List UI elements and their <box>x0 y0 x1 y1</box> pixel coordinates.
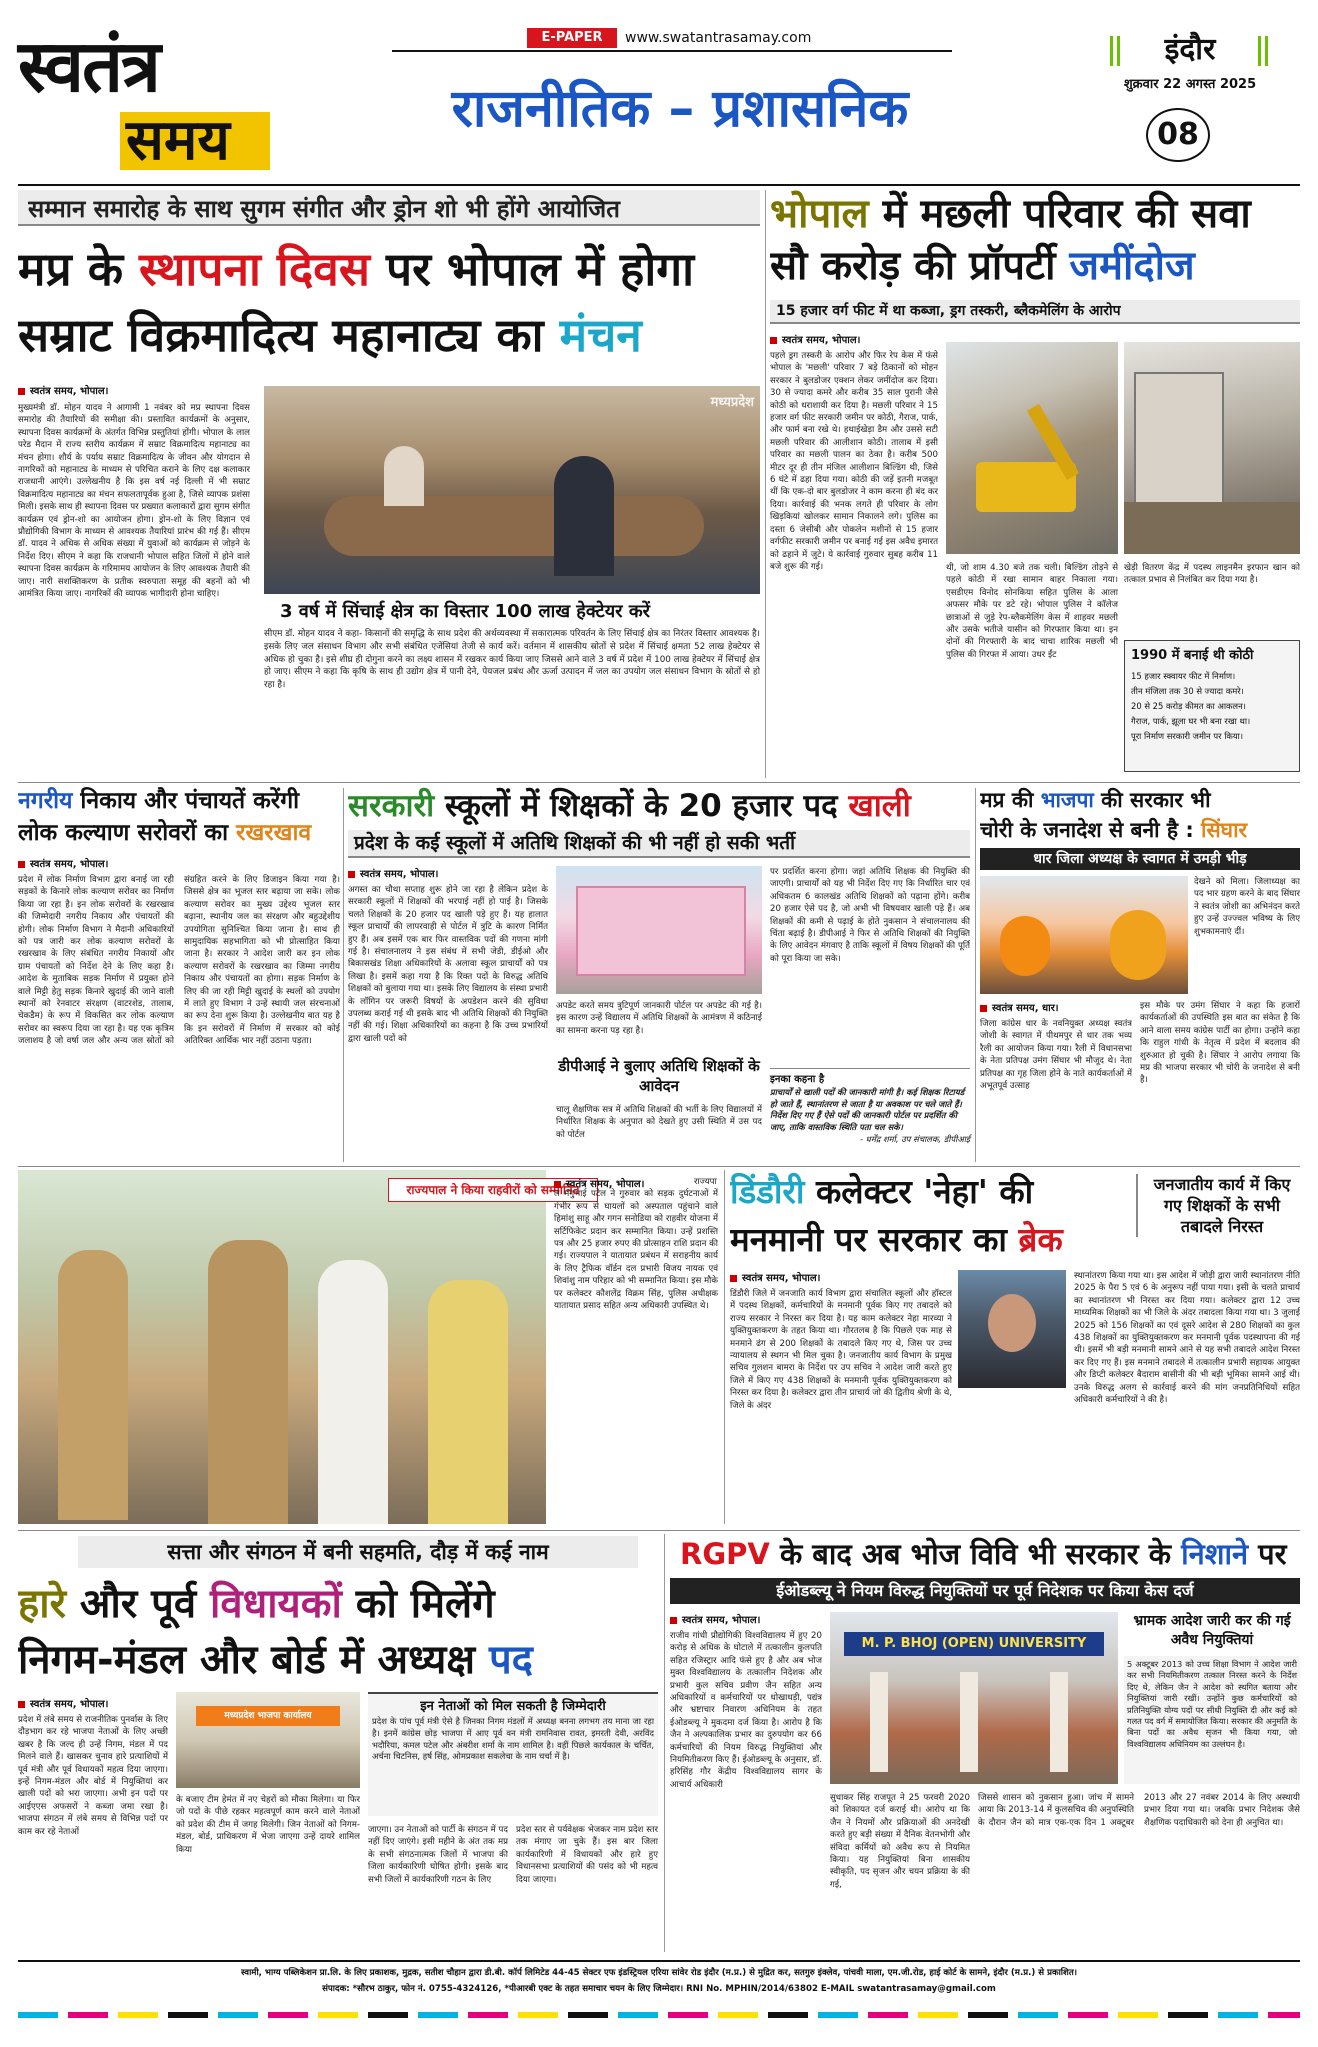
headline-line2: लोक कल्याण सरोवरों का रखरखाव <box>18 820 312 846</box>
byline: स्वतंत्र समय, भोपाल। <box>18 383 258 397</box>
governor-photo <box>18 1170 546 1524</box>
logo <box>18 24 268 174</box>
byline: स्वतंत्र समय, भोपाल। <box>348 866 548 880</box>
story-bhoj-university <box>670 1534 1300 1954</box>
story-dindori <box>730 1170 1300 1526</box>
caption-body: सीएम डॉ. मोहन यादव ने कहा- किसानों की समृद्धि के साथ प्रदेश की अर्थव्यवस्था में सकारात्मक परिवर्तन के लिए सिंचाई क्षेत्र का निरंतर विस्तार आवश्यक है। इसके लिए जल संसाधन विभाग और सभी संबंधित एजेंसियां तेजी से कार्य करें। वर्तमान में शासकीय स्रोतों से प्रदेश में सिंचाई क्षमता 52 लाख हेक्टेयर से अधिक हो चुका है। इसे शीघ्र ही दोगुना करने का लक्ष्य शासन में रखकर कार्य किया जाए जिससे आने वाले 3 वर्ष में प्रदेश में 100 लाख हेक्टेयर में सिंचाई क्षेत्र हो जाए। सीएम ने कहा कि कृषि के साथ ही उद्योग क्षेत्र में पानी देने, पेयजल प्रबंध और ऊर्जा उत्पादन में जल का उपयोग जल संसाधन विभाग के स्रोतों से हो रहा है। <box>264 629 760 691</box>
top-rule <box>18 184 1300 186</box>
school-photo <box>556 866 762 994</box>
body-column-2: अपडेट करते समय त्रुटिपूर्ण जानकारी पोर्टल पर अपडेट की गई है। इस कारण उन्हें विद्यालय में अतिथि शिक्षकों के आमंत्रण में कठिनाई का सामना करना पड़ रहा है। <box>556 1001 762 1036</box>
side-head: भ्रामक आदेश जारी कर की गई अवैध नियुक्तियां <box>1133 1613 1291 1648</box>
headline-line1: नगरीय निकाय और पंचायतें करेंगी <box>18 788 300 814</box>
footer-line2: संपादक: *सौरभ ठाकुर, फोन नं. 0755-4324126, *पीआरबी एक्ट के तहत समाचार चयन के लिए जिम्मेदार। RNI No. MPHIN/2014/63802 E-MAIL swatantrasamay@gmail.com <box>322 1984 996 1994</box>
body-column-3: जिससे शासन को नुकसान हुआ। जांच में सामने आया कि 2013-14 में कुलसचिव की अनुपस्थिति के दौरान जैन को मात्र एक-एक दिन 1 अक्टूबर 2013 और 27 नवंबर 2014 के लिए अस्थायी प्रभार दिया गया था। जबकि प्रभार निदेशक जैसे शैक्षणिक पदाधिकारी को देना ही अनुचित था। <box>978 1793 1300 1828</box>
body-column-1: जिला कांग्रेस धार के नवनियुक्त अध्यक्ष स्वतंत्र जोशी के स्वागत में पीथमपुर से धार तक भव्य रैली का आयोजन किया गया। रैली में विधानसभा के नेता प्रतिपक्ष उमंग सिंघार भी मौजूद थे। नेता प्रतिपक्ष का गृह जिला होने के नाते कार्यकर्ताओं में अभूतपूर्व उत्साह <box>980 1019 1132 1092</box>
rubble-shape <box>1124 502 1300 554</box>
footer-line1: स्वामी, भाग्य पब्लिकेशन प्रा.लि. के लिए प्रकाशक, मुद्रक, सतीश चौहान द्वारा डी.बी. कॉर्प लिमिटेड 44-45 सेक्टर एफ इंडस्ट्रियल एरिया सांवेर रोड इंदौर (म.प्र.) से मुद्रित कर, सतगुरु इंक्लेव, पांचवी माला, एम.जी.रोड, हाई कोर्ट के सामने, इंदौर (म.प्र.) से प्रकाशित। <box>240 1968 1078 1978</box>
table-shape <box>324 496 704 556</box>
body-text: प्रदेश में लोक निर्माण विभाग द्वारा बनाई जा रही सड़कों के किनारे लोक कल्याण सरोवर का निर्माण किया जा रहा है। इन लोक सरोवरों के रखरखाव की जिम्मेदारी नगरीय निकाय और पंचायतों की होगी। लोक निर्माण विभाग ने मैदानी अधिकारियों को पत्र जारी कर लोक कल्याण सरोवरों के रखरखाव के लिए संबंधित नगरीय निकायों और ग्राम पंचायतों को निर्देश देने के लिए कहा है। आदेश के मुताबिक सड़क निर्माण में प्रयुक्त होने वाले मिट्टी हेतु सड़क किनारे खुदाई की जाने वाली स्थानों को रेनवाटर संरक्षण (वाटरशेड, तालाब, चेकडैम) के रूप में विकसित कर लोक कल्याण सरोवर का स्वरूप दिया जा रहा है। यह एक कृत्रिम जलाशय है जो वर्षा जल और अन्य जल स्रोतों को संग्रहित करने के लिए डिजाइन किया गया है। जिससे क्षेत्र का भूजल स्तर बढ़ाया जा सके। लोक कल्याण सरोवर का मुख्य उद्देश्य भूजल स्तर बढ़ाना, स्थानीय जल का संरक्षण और बहुउद्देशीय उपयोगिता सुनिश्चित किया जाना है। साथ ही सामुदायिक सहभागिता को भी प्रोत्साहित किया जाना है। सरकार ने आदेश जारी कर इन लोक कल्याण सरोवरों के रखरखाव का जिम्मा नगरीय निकाय और पंचायतों का होगा। सड़क निर्माण के लिए की जा रही मिट्टी खुदाई के स्थलों को उपयोग में लाते हुए विभाग ने उन्हें स्थायी जल संरचनाओं का रूप देना शुरू किया है। उल्लेखनीय बात यह है कि इन सरोवरों में निर्माण में सरकार को कोई अतिरिक्त आर्थिक भार नहीं उठाना पड़ता। <box>18 875 340 1047</box>
university-sign: M. P. BHOJ (OPEN) UNIVERSITY <box>844 1632 1104 1656</box>
names-box <box>368 1692 658 1816</box>
building-shape <box>1134 372 1224 512</box>
fact-item: गैराज, पार्क, झूला घर भी बना रखा था। <box>1131 716 1251 726</box>
woman-shape <box>428 1280 508 1524</box>
quote-label: इनका कहना है <box>770 1074 825 1085</box>
headline-line2: मनमानी पर सरकार का ब्रेक <box>730 1220 1063 1259</box>
fact-item: 15 हजार स्क्वायर फीट में निर्माण। <box>1131 671 1236 681</box>
epaper-badge: E-PAPER <box>527 28 617 48</box>
body-column-2: स्थानांतरण किया गया था। इस आदेश में जोड़ी द्वारा जारी स्थानांतरण नीति 2025 के पैरा 5 एवं 6 के अनुरूप नहीं पाया गया। इसी के चलते प्राचार्य का स्थानांतरण भी निरस्त कर दिया गया। कलेक्टर द्वारा 12 उच्च माध्यमिक शिक्षकों का भी जिले के अंदर तबादला किया गया था। 3 जुलाई 2025 को 156 शिक्षकों का एवं दूसरे आदेश से 280 शिक्षकों का कुल 438 शिक्षकों का युक्तियुक्तकरण कर मनमानी पूर्वक पदस्थापना की गई थी। इसमें भी बड़ी मनमानी सामने आने से यह सभी तबादले आदेश निरस्त कर दिए गए हैं। इस मनमाने तबादले में तत्कालीन प्रभारी सहायक आयुक्त और डिप्टी कलेक्टर बैदाराम बासीनी की भी बड़ी भूमिका सामने आई थी। उनके विरुद्ध अलग से कार्रवाई करने की मांग जनप्रतिनिधियों सहित अधिकारी कर्मचारियों ने की है। <box>1074 1271 1300 1406</box>
byline: स्वतंत्र समय, भोपाल। <box>770 332 940 346</box>
kicker-text: सत्ता और संगठन में बनी सहमति, दौड़ में कई नाम <box>167 1540 549 1564</box>
kicker-text: सम्मान समारोह के साथ सुगम संगीत और ड्रोन शो भी होंगे आयोजित <box>28 195 620 223</box>
body-column: मुख्यमंत्री डॉ. मोहन यादव ने आगामी 1 नवंबर को मप्र स्थापना दिवस समारोह की तैयारियों की समीक्षा की। प्रस्तावित कार्यक्रमों के अनुसार, स्थापना दिवस कार्यक्रमों के अंतर्गत विभिन्न प्रस्तुतियां होंगी। भोपाल के लाल परेड मैदान में राज्य स्तरीय कार्यक्रम में सम्राट विक्रमादित्य महानाट्य का मंचन होगा। शौर्य के पर्याय सम्राट विक्रमादित्य के जीवन और योगदान से नागरिकों को महानाट्य के माध्यम से परिचित कराने के लिए दक्ष कलाकार राजधानी आएंगे। उल्लेखनीय है कि इस वर्ष नई दिल्ली में भी सम्राट विक्रमादित्य महानाट्य का मंचन सफलतापूर्वक हुआ है, जिसे व्यापक प्रशंसा मिली। इसके साथ ही स्थापना दिवस पर प्रख्यात कलाकारों द्वारा सुगम संगीत कार्यक्रम एवं ड्रोन-शो का आयोजन होगा। ड्रोन-शो के लिए विज्ञान एवं प्रौद्योगिकी विभाग के माध्यम से आवश्यक तैयारियां प्रारंभ की गई हैं। सीएम डॉ. यादव ने अधिक से अधिक संख्या में युवाओं को कार्यक्रम से जोड़ने के निर्देश दिए। सीएम ने कहा कि राजधानी भोपाल सहित जिलों में होने वाले स्थापना दिवस कार्यक्रम के गरिमामय आयोजन के लिए आवश्यक तैयारी की जाए। नारी सशक्तिकरण के प्रतीक स्वरुपाता समूह की बहनों को भी आमंत्रित किया जाए। नागरिकों की व्यापक भागीदारी होना चाहिए। <box>18 403 250 600</box>
person-shape <box>554 456 614 576</box>
quote-text: प्राचार्यों से खाली पदों की जानकारी मांगी है। कई शिक्षक रिटायर्ड हो जाते हैं, स्थानांतरण से जाता है या अवकाश पर चले जाते हैं। निर्देश दिए गए हैं ऐसे पदों की जानकारी पोर्टल पर प्रदर्शित की जाए, ताकि वास्तविक स्थिति पता चल सके। <box>770 1087 965 1132</box>
names-box-title: इन नेताओं को मिल सकती है जिम्मेदारी <box>420 1699 606 1714</box>
headline-line2: सौ करोड़ की प्रॉपर्टी जमींदोज <box>770 243 1195 289</box>
garland-shape <box>1110 910 1166 980</box>
byline: स्वतंत्र समय, भोपाल। <box>18 1696 168 1710</box>
headline-line2: सम्राट विक्रमादित्य महानाट्य का मंचन <box>18 308 642 362</box>
body-column-1: डिंडौरी जिले में जनजाति कार्य विभाग द्वारा संचालित स्कूलों और हॉस्टल में पदस्थ शिक्षकों, कर्मचारियों के मनमानी पूर्वक किए गए तबादले को राज्य सरकार ने निरस्त कर दिया है। यह काम कलेक्टर नेहा मारव्या ने युक्तियुक्तकरण के तहत किया था। गौरतलब है कि पिछले एक माह से मनमाने ढंग से 200 शिक्षकों के तबादले किए गए थे, जिस पर उच्च न्यायालय से स्थगन भी मिल चुका है। जनजातीय कार्य विभाग के प्रमुख सचिव गुलशन बामरा के निर्देश पर उप सचिव ने आदेश जारी करते हुए जिले में किए गए 438 शिक्षकों के मनमानी पूर्वक युक्तियुक्तकरण को निरस्त कर दिया है। कलेक्टर द्वारा तीन प्राचार्य जो की द्वितीय श्रेणी के थे, जिले के अंदर <box>730 1289 952 1411</box>
section-title: राजनीतिक – प्रशासनिक <box>451 79 909 139</box>
headline: सरकारी स्कूलों में शिक्षकों के 20 हजार पद खाली <box>348 788 911 824</box>
fact-box <box>1124 640 1300 772</box>
byline: स्वतंत्र समय, भोपाल। <box>554 1176 718 1190</box>
body-column-1: पहले ड्रग तस्करी के आरोप और फिर रेप केस में फंसे भोपाल के 'मछली' परिवार 7 बड़े ठिकानों को मोहन सरकार ने बुलडोजर एक्शन लेकर जमींदोज कर दिया। 30 से ज्यादा कमरे और करीब 35 साल पुरानी जैसे कोठी को धराशायी कर दिया है। मछली परिवार ने 15 हजार वर्ग फीट सरकारी जमीन पर कोठी, गैराज, पार्क, और फार्म बना रखे थे। हथाईखेड़ा डैम और उससे सटी मछली परिवार की आलीशान कोठी। तालाब में इसी परिवार का मछली पालन का ठेका है। करीब 500 मीटर दूर ही तीन मंजिल आलीशान बिल्डिंग थी, जिसे 6 घंटे में ढहा दिया गया। कोठी की जड़ें इतनी मजबूत थीं कि एक-दो बार बुलडोजर ने काम करना ही बंद कर दिया। कार्रवाई की भनक लगते ही परिवार के लोग खिड़कियां खोलकर सामान निकालने लगे। पुलिस का दस्ता 6 जेसीबी और पोकलेन मशीनों से 15 हजार वर्गफीट सरकारी जमीन पर बनाई गई इस अवैध इमारत को ढहाने में जुटे। ये कार्रवाई गुरुवार सुबह करीब 11 बजे शुरू की गई। <box>770 351 938 572</box>
governor-shape <box>318 1260 388 1524</box>
row-rule <box>18 1530 1300 1531</box>
story-foundation-day <box>18 188 760 780</box>
headline-line1: मप्र के स्थापना दिवस पर भोपाल में होगा <box>18 242 695 296</box>
story-governor <box>18 1170 718 1526</box>
city: इंदौर <box>1164 32 1216 67</box>
face-shape <box>988 1294 1036 1352</box>
fact-box-title: 1990 में बनाई थी कोठी <box>1131 648 1254 663</box>
byline: स्वतंत्र समय, भोपाल। <box>670 1612 820 1626</box>
body-column-1: राजीव गांधी प्रौद्योगिकी विश्वविद्यालय में हुए 20 करोड़ से अधिक के घोटाले में तत्कालीन कुलपति सहित रजिस्ट्रार आदि फंसे हुए है और अब भोज मुक्त विश्वविद्यालय के तत्कालीन निदेशक और प्रभारी कुल सचिव प्रवीण जैन सहित अन्य अधिकारियों व कर्मचारियों पर धोखाधड़ी, पद्यंत्र और भ्रष्टाचार निवारण अधिनियम के तहत ईओडब्ल्यू ने मुकदमा दर्ज किया है। आरोप है कि जैन ने अल्पकालिक प्रभार का दुरुपयोग कर 66 कर्मचारियों की नियम विरुद्ध नियुक्तियां और नियमितीकरण किए हैं। ईओडब्ल्यू के अनुसार, डॉ. हरिसिंह गौर केंद्रीय विश्वविद्यालय सागर के आचार्य अधिकारी <box>670 1631 822 1790</box>
body-column-3: खेड़ी वितरण केंद्र में पदस्थ लाइनमैन इरफान खान को तत्काल प्रभाव से निलंबित कर दिया गया है। <box>1124 563 1300 586</box>
pillar-shape <box>1050 1672 1068 1772</box>
cm-meeting-photo <box>264 386 760 594</box>
body-column-3: चालू शैक्षणिक सत्र में अतिथि शिक्षकों की भर्ती के लिए विद्यालयों में निर्धारित शिक्षक के अनुपात को देखते हुए उसी स्थिति में उस पद को पोर्टल <box>556 1105 762 1140</box>
page-number: 08 <box>1146 108 1210 162</box>
row-rule <box>18 782 1300 783</box>
story-teachers <box>348 786 970 1164</box>
subhead: 15 हजार वर्ग फीट में था कब्जा, ड्रग तस्करी, ब्लैकमेलिंग के आरोप <box>770 300 1300 324</box>
pillar-shape <box>960 1672 978 1772</box>
cmyk-strip <box>18 2012 1300 2018</box>
fact-item: पूरा निर्माण सरकारी जमीन पर किया। <box>1131 731 1244 741</box>
headline-line2: निगम-मंडल और बोर्ड में अध्यक्ष पद <box>18 1637 533 1683</box>
photo-caption: 3 वर्ष में सिंचाई क्षेत्र का विस्तार 100 लाख हेक्टेयर करें <box>280 601 650 622</box>
side-body: 5 अक्टूबर 2013 को उच्च शिक्षा विभाग ने आदेश जारी कर सभी नियमितीकरण तत्काल निरस्त करने के निर्देश दिए थे, लेकिन जैन ने आदेश को स्थगित बताया और नियुक्तियां जारी रखीं। उन्होंने कुछ कर्मचारियों को प्रतिनियुक्ति योग्य पदों पर सीधी नियुक्ति दी और कई को गलत पद वर्ग में समायोजित किया। सरकार की अनुमति के बिना पदों का अवैध सृजन भी किया गया, जो विश्वविद्यालय अधिनियम का उल्लंघन है। <box>1124 1656 1300 1784</box>
body-column-2: इस मौके पर उमंग सिंघार ने कहा कि हजारों कार्यकर्ताओं की उपस्थिति इस बात का संकेत है कि आने वाला समय कांग्रेस पार्टी का होगा। उन्होंने कहा कि राहुल गांधी के नेतृत्व में प्रदेश में बदलाव की शुरुआत हो चुकी है। सिंघार ने आरोप लगाया कि मप्र की भाजपा सरकार भी चोरी के जनादेश से बनी है। <box>1140 1001 1300 1086</box>
byline: स्वतंत्र समय, भोपाल। <box>18 856 168 870</box>
subhead: प्रदेश के कई स्कूलों में अतिथि शिक्षकों की भी नहीं हो सकी भर्ती <box>348 830 970 858</box>
headline-line1: डिंडौरी कलेक्टर 'नेहा' की <box>730 1172 1034 1211</box>
headline: RGPV के बाद अब भोज विवि भी सरकार के निशाने पर <box>680 1537 1287 1571</box>
footer-rule <box>18 1960 1300 1962</box>
rally-photo <box>980 876 1188 994</box>
headline-line1: मप्र की भाजपा की सरकार भी <box>980 788 1211 812</box>
col-divider <box>343 788 344 1162</box>
body-column-4: प्रदेश स्तर से पर्यवेक्षक भेजकर नाम प्रदेश स्तर तक मंगाए जा चुके हैं। इस बार जिला कार्यकारिणी में विधायकों और हारे हुए विधानसभा प्रत्याशियों की पसंद को भी महत्व दिया जाएगा। <box>516 1825 658 1885</box>
headline-line1: हारे और पूर्व विधायकों को मिलेंगे <box>18 1581 495 1627</box>
section-rule-left <box>392 50 952 52</box>
body-column-1: अगस्त का चौथा सप्ताह शुरू होने जा रहा है लेकिन प्रदेश के सरकारी स्कूलों में शिक्षकों की भरपाई नहीं हो पाई है। जिसके चलते शिक्षकों के 20 हजार पद खाली पड़े हुए हैं। यह हालात स्कूल प्राचार्यों की लापरवाही से पोर्टल में त्रुटि के कारण निर्मित हुए हैं। अब इसमें एक बार फिर वास्तविक पदों की गणना मांगी गई है। संचालनालय ने इस संबंध में सभी जेडी, डीईओ और बिकासखंड शिक्षा अधिकारियों के अलावा स्कूल प्राचार्यों को पत्र लिखा है। इसमें कहा गया है कि रिक्त पदों के विरुद्ध अतिथि शिक्षकों को बुलाया गया था। इसके लिए विद्यालय के संस्था प्रभारी के लॉगिन पर जरूरी विषयों के अपडेशन करने की सुविधा उपलब्ध कराई गई थी इसके बाद भी अतिथि शिक्षकों की नियुक्ति नहीं की गई। शिक्षा अधिकारियों का कहना है कि उच्च प्रभारियों द्वारा खाली पदों को <box>348 885 548 1044</box>
subhead: ईओडब्ल्यू ने नियम विरुद्ध नियुक्तियों पर पूर्व निदेशक पर किया केस दर्ज <box>670 1578 1300 1604</box>
website[interactable]: www.swatantrasamay.com <box>625 30 812 46</box>
masthead <box>0 0 1318 185</box>
headline-line1: भोपाल में मछली परिवार की सवा <box>770 191 1251 237</box>
photo-watermark: मध्यप्रदेश <box>710 395 754 410</box>
col-divider <box>975 788 976 1162</box>
logo-bottom: समय <box>126 107 230 173</box>
body-column-2: सुधाकर सिंह राजपूत ने 25 फरवरी 2020 को शिकायत दर्ज कराई थी। आरोप था कि जैन ने नियमों और प्रक्रियाओं की अनदेखी करते हुए बड़ी संख्या में दैनिक वेतनभोगी और संविदा कर्मियों को अवैध रूप से नियमित किया। यह नियुक्तियां बिना शासकीय स्वीकृति, पद सृजन और चयन प्रक्रिया के की गई, <box>830 1793 970 1890</box>
person-shape <box>384 446 424 506</box>
demolition-photo-2 <box>1124 342 1300 554</box>
date: शुक्रवार 22 अगस्त 2025 <box>1123 77 1257 92</box>
body-column: राज्यपाल मंगुभाई पटेल ने गुरुवार को सड़क दुर्घटनाओं में गंभीर रूप से घायलों को अस्पताल पहुंचाने वाले हिमांशु साहू और गगन सनोडिया को राहवीर योजना में सर्टिफिकेट प्रदान कर सम्मानित किया। उन्हें प्रशस्ति पत्र और 25 हजार रुपए की प्रोत्साहन राशि प्रदान की गई। राज्यपाल ने यातायात प्रबंधन में सराहनीय कार्य के लिए ट्रैफिक वॉर्डन दल प्रभारी विजय नायक एवं शिवांशु नाम परिहार को भी सम्मानित किया। इस मौके पर कलेक्टर कौशलेंद्र विक्रम सिंह, पुलिस अधीक्षक यातायात प्रसाद सहित अन्य अधिकारी उपस्थित थे। <box>554 1177 718 1312</box>
col-divider <box>765 190 766 778</box>
pillar-shape <box>870 1672 888 1772</box>
names-box-body: प्रदेश के पांच पूर्व मंत्री ऐसे है जिनका निगम मंडलों में अध्यक्ष बनना लगभग तय माना जा रहा है। इनमें कांग्रेस छोड़ भाजपा में आए पूर्व वन मंत्री रामनिवास रावत, इमरती देवी, अरविंद भदौरिया, कमल पटेल और अंबरीश शर्मा के नाम शामिल है। वहीं पिछले कार्यकाल के चर्चित, अर्चना चिटनिस, हर्ष सिंह, ओमप्रकाश सकलेचा के नाम चर्चा में है। <box>372 1716 654 1762</box>
fact-item: तीन मंजिला तक 30 से ज्यादा कमरे। <box>1131 686 1244 696</box>
byline: स्वतंत्र समय, धार। <box>980 1000 1130 1014</box>
quote-author: - धर्मेंद्र शर्मा, उप संचालक, डीपीआई <box>860 1134 970 1145</box>
body-column-4: पर प्रदर्शित करना होगा। जहां अतिथि शिक्षक की नियुक्ति की जाएगी। प्राचार्यों को यह भी निर्देश दिए गए कि निर्धारित चार एवं अधिकतम 6 कालखंड अतिथि शिक्षकों को पढ़ाना होंगे। करीब 20 हजार ऐसे पद है, जो अभी भी विषयवार खाली पड़े हैं। अब शिक्षकों की कमी से पढ़ाई के होते नुकसान ने संचालनालय की चिंता बढ़ाई है। डीपीआई ने फिर से अतिथि शिक्षकों की नियुक्ति के लिए आवेदन मंगवाए है ताकि स्कूलों में विषय शिक्षकों की पूर्ति को पूरा किया जा सके। <box>770 867 970 964</box>
building-shape <box>576 886 746 976</box>
quote-box <box>770 1068 970 1162</box>
row-rule <box>18 1166 1300 1167</box>
body-top: देखने को मिला। जिलाध्यक्ष का पद भार ग्रहण करने के बाद सिंघार ने स्वतंत्र जोशी का अभिनंदन करते हुए उन्हें उज्ज्वल भविष्य के लिए शुभकामनाएं दीं। <box>1194 877 1300 937</box>
body-column-2: थी, जो शाम 4.30 बजे तक चली। बिल्डिंग तोड़ने से पहले कोठी में रखा सामान बाहर निकाला गया। एसडीएम विनोद सोनकिया सहित पुलिस के आला अफसर मौके पर डटे रहे। भोपाल पुलिस ने कॉलेज छात्राओं से जुड़े रेप-ब्लैकमेलिंग केस में शाहवर मछली और उसके भतीजे यासीन को गिरफ्तार किया था। इन दोनों की गिरफ्तारी के बाद चाचा शारिक मछली भी पुलिस की गिरफ्त में आया। उधर ईंट <box>946 563 1118 660</box>
city-bars-left <box>1110 36 1120 66</box>
university-photo <box>830 1612 1118 1784</box>
side-head: जनजातीय कार्य में किए गए शिक्षकों के सभी तबादले निरस्त <box>1136 1174 1300 1237</box>
collector-photo <box>958 1270 1066 1388</box>
story-machli-family <box>770 188 1300 780</box>
story-sarovar <box>18 786 340 1164</box>
callout: डीपीआई ने बुलाए अतिथि शिक्षकों के आवेदन <box>558 1057 760 1095</box>
story-singhar <box>980 786 1300 1164</box>
fact-item: 20 से 25 करोड़ कीमत का आकलन। <box>1131 701 1246 711</box>
subhead: धार जिला अध्यक्ष के स्वागत में उमड़ी भीड़ <box>980 848 1300 870</box>
body-column-3: जाएगा। उन नेताओं को पार्टी के संगठन में पद नहीं दिए जाएंगे। इसी महीने के अंत तक मप्र के सभी संगठनात्मक जिलों में भाजपा की जिला कार्यकारिणी घोषित होगी। इसके बाद सभी जिलों में कार्यकारिणी गठन के लिए <box>368 1825 508 1885</box>
story-corporations <box>18 1534 658 1954</box>
photo-label: राज्यपाल ने किया राहवीरों को सम्मानित <box>388 1178 598 1202</box>
demolition-photo-1 <box>946 342 1118 554</box>
office-sign: मध्यप्रदेश भाजपा कार्यालय <box>196 1706 340 1726</box>
body-column-2: के बजाए टीम हेमंत में नए चेहरों को मौका मिलेगा। या फिर जो पदों के पीछे रहकर महत्वपूर्ण काम करने वाले नेताओं को प्रदेश की टीम में जगह मिलेगी। जिन नेताओं को निगम-मंडल, बोर्ड, प्राधिकरण में भेजा जाएगा उन्हें दायरे शामिल किया <box>176 1795 360 1855</box>
body-column-1: प्रदेश में लंबे समय से राजनीतिक पुनर्वास के लिए दौड़भाग कर रहे भाजपा नेताओं के लिए अच्छी खबर है कि जल्द ही उन्हें निगम, मंडल में पद मिलने वाले हैं। खासकर चुनाव हारे प्रत्याशियों में पूर्व मंत्री और पूर्व विधायकों महत्व दिया जाएगा। इन्हें निगम-मंडल और बोर्ड में नियुक्तियां कर खाली पदों को भरा जाएगा। अभी इन पदों पर आईएएस अफसरों ने कब्जा जमा रखा है। भाजपा संगठन में लंबे समय से विभिन्न पदों पर काम कर रहे नेताओं <box>18 1715 168 1837</box>
logo-top: स्वतंत्र <box>18 23 159 108</box>
col-divider <box>724 1170 725 1524</box>
garland-shape <box>1000 916 1050 976</box>
officer-shape <box>58 1250 128 1520</box>
byline: स्वतंत्र समय, भोपाल। <box>730 1270 930 1284</box>
officer-shape <box>208 1240 288 1524</box>
city-bars-right <box>1258 36 1268 66</box>
bjp-office-photo <box>176 1692 360 1788</box>
headline-line2: चोरी के जनादेश से बनी है : सिंघार <box>980 818 1248 842</box>
col-divider <box>664 1534 665 1952</box>
